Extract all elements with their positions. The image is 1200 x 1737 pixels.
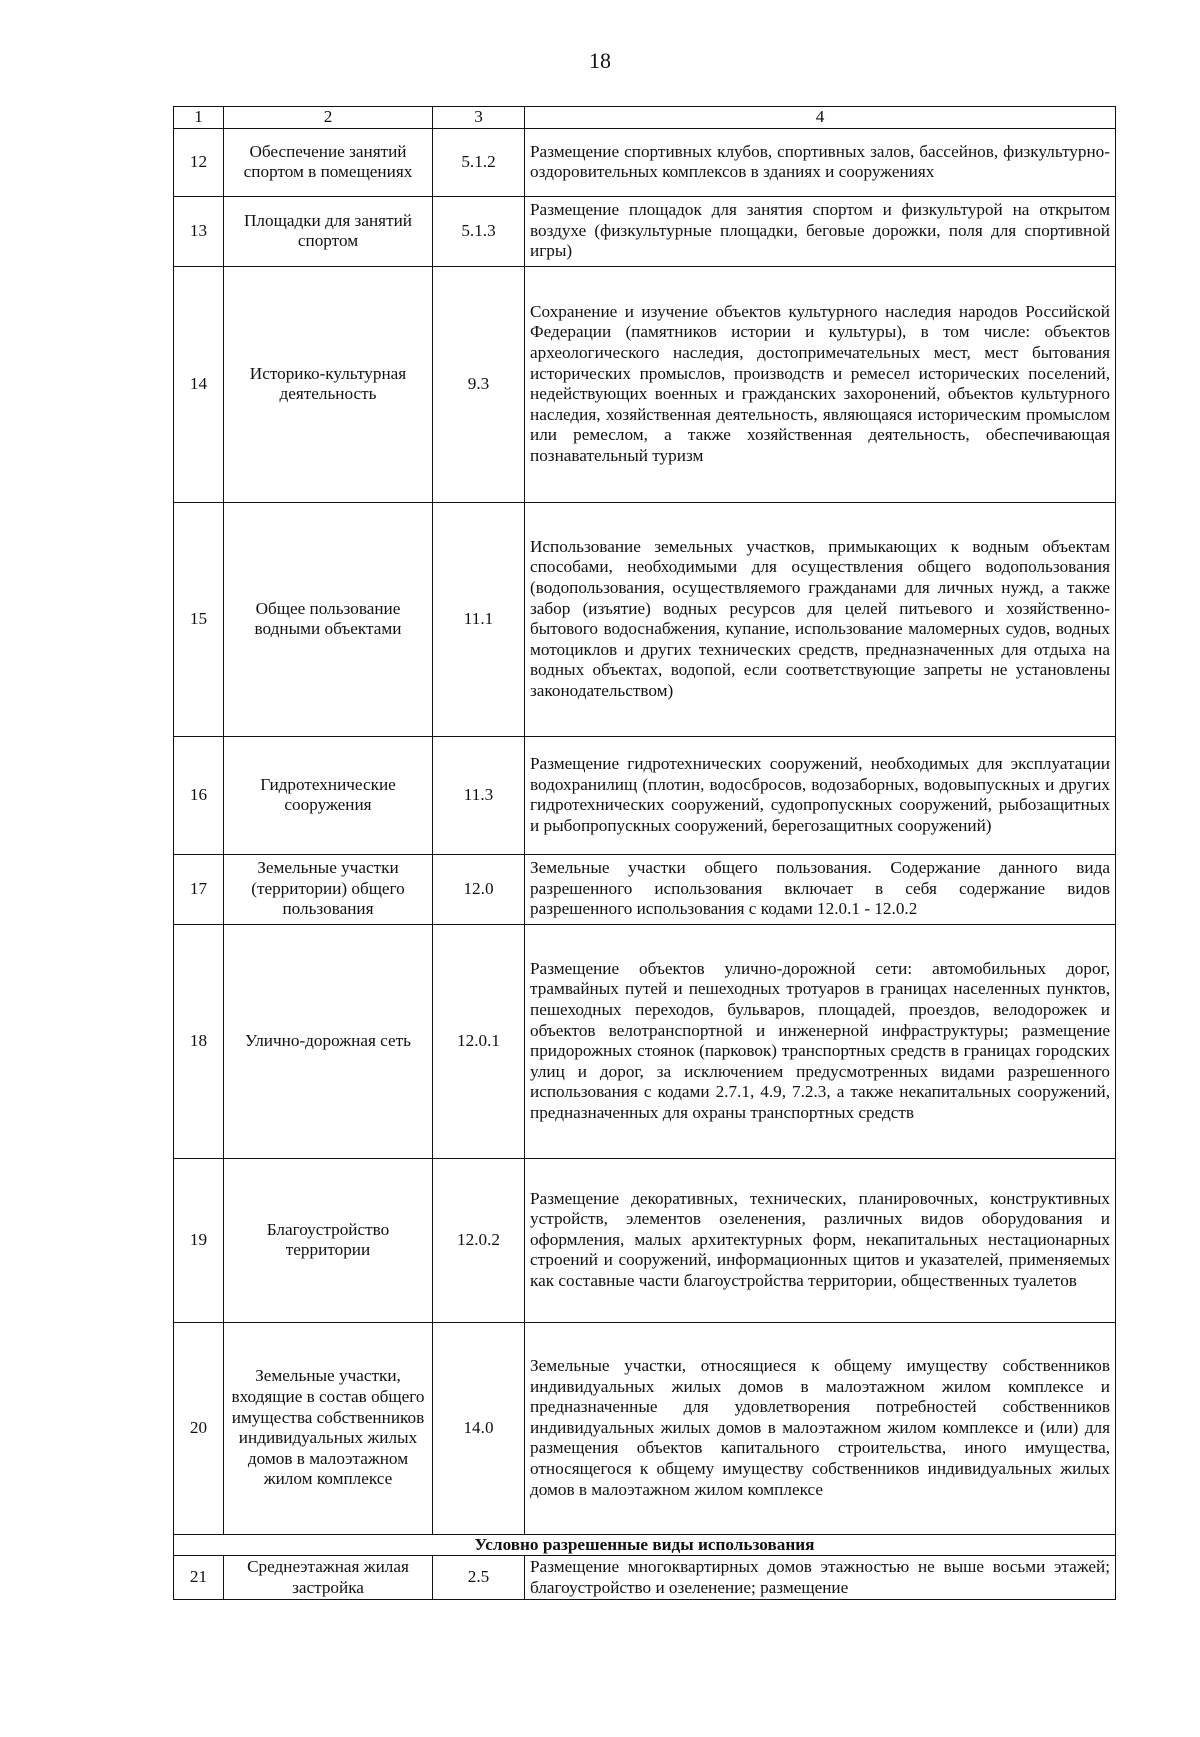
use-type-code: 12.0.2 <box>433 1158 525 1322</box>
table-row <box>174 1158 1116 1322</box>
table-row <box>174 128 1116 196</box>
section-row <box>174 1534 1116 1556</box>
use-type-name: Гидротехнические сооружения <box>224 736 433 854</box>
header-cell: 4 <box>525 107 1116 129</box>
use-type-name: Земельные участки (территории) общего пользования <box>224 854 433 924</box>
use-type-description: Сохранение и изучение объектов культурного наследия народов Российской Федерации (памятников истории и культуры), в том числе: объектов археологического наследия, достопримечательных мест, мест бытования исторических промыслов, производств и ремесел исторических поселений, недействующих военных и гражданских захоронений, объектов культурного наследия, хозяйственная деятельность, являющаяся историческим промыслом или ремеслом, а также хозяйственная деятельность, обеспечивающая познавательный туризм <box>525 266 1116 502</box>
row-number: 14 <box>174 266 224 502</box>
use-type-code: 5.1.3 <box>433 196 525 266</box>
table-row <box>174 502 1116 736</box>
use-type-code: 5.1.2 <box>433 128 525 196</box>
row-number: 13 <box>174 196 224 266</box>
header-cell: 3 <box>433 107 525 129</box>
table-row <box>174 1556 1116 1600</box>
use-type-code: 12.0.1 <box>433 924 525 1158</box>
row-number: 12 <box>174 128 224 196</box>
use-type-code: 11.1 <box>433 502 525 736</box>
row-number: 15 <box>174 502 224 736</box>
header-cell: 2 <box>224 107 433 129</box>
use-type-description: Земельные участки, относящиеся к общему имуществу собственников индивидуальных жилых домов в малоэтажном жилом комплексе и предназначенные для удовлетворения потребностей собственников индивидуальных жилых домов в малоэтажном жилом комплексе и (или) для размещения объектов капитального строительства, иного имущества, относящегося к общему имуществу собственников индивидуальных жилых домов в малоэтажном жилом комплексе <box>525 1322 1116 1534</box>
use-type-code: 12.0 <box>433 854 525 924</box>
use-type-name: Улично-дорожная сеть <box>224 924 433 1158</box>
use-type-name: Площадки для занятий спортом <box>224 196 433 266</box>
land-use-table <box>173 106 1116 1600</box>
use-type-name: Обеспечение занятий спортом в помещениях <box>224 128 433 196</box>
use-type-name: Среднеэтажная жилая застройка <box>224 1556 433 1600</box>
section-title: Условно разрешенные виды использования <box>174 1534 1116 1556</box>
use-type-code: 11.3 <box>433 736 525 854</box>
table-row <box>174 736 1116 854</box>
use-type-name: Земельные участки, входящие в состав общего имущества собственников индивидуальных жилых домов в малоэтажном жилом комплексе <box>224 1322 433 1534</box>
use-type-name: Общее пользование водными объектами <box>224 502 433 736</box>
use-type-description: Размещение многоквартирных домов этажностью не выше восьми этажей; благоустройство и озеленение; размещение <box>525 1556 1116 1600</box>
row-number: 16 <box>174 736 224 854</box>
row-number: 17 <box>174 854 224 924</box>
table-row <box>174 266 1116 502</box>
table-header-row <box>174 107 1116 129</box>
use-type-description: Земельные участки общего пользования. Содержание данного вида разрешенного использования включает в себя содержание видов разрешенного использования с кодами 12.0.1 - 12.0.2 <box>525 854 1116 924</box>
use-type-description: Размещение декоративных, технических, планировочных, конструктивных устройств, элементов озеленения, различных видов оборудования и оформления, малых архитектурных форм, некапитальных нестационарных строений и сооружений, информационных щитов и указателей, применяемых как составные части благоустройства территории, общественных туалетов <box>525 1158 1116 1322</box>
table-row <box>174 854 1116 924</box>
use-type-name: Историко-культурная деятельность <box>224 266 433 502</box>
row-number: 19 <box>174 1158 224 1322</box>
use-type-description: Размещение площадок для занятия спортом и физкультурой на открытом воздухе (физкультурные площадки, беговые дорожки, поля для спортивной игры) <box>525 196 1116 266</box>
use-type-code: 14.0 <box>433 1322 525 1534</box>
page-number: 18 <box>589 48 611 73</box>
use-type-description: Размещение спортивных клубов, спортивных залов, бассейнов, физкультурно-оздоровительных комплексов в зданиях и сооружениях <box>525 128 1116 196</box>
header-cell: 1 <box>174 107 224 129</box>
table-row <box>174 924 1116 1158</box>
table-row <box>174 1322 1116 1534</box>
use-type-code: 9.3 <box>433 266 525 502</box>
row-number: 21 <box>174 1556 224 1600</box>
row-number: 20 <box>174 1322 224 1534</box>
use-type-description: Размещение объектов улично-дорожной сети: автомобильных дорог, трамвайных путей и пешеходных тротуаров в границах населенных пунктов, пешеходных переходов, бульваров, площадей, проездов, велодорожек и объектов велотранспортной и инженерной инфраструктуры; размещение придорожных стоянок (парковок) транспортных средств в границах городских улиц и дорог, за исключением предусмотренных видами разрешенного использования с кодами 2.7.1, 4.9, 7.2.3, а также некапитальных сооружений, предназначенных для охраны транспортных средств <box>525 924 1116 1158</box>
use-type-description: Использование земельных участков, примыкающих к водным объектам способами, необходимыми для осуществления общего водопользования (водопользования, осуществляемого гражданами для личных нужд, а также забор (изъятие) водных ресурсов для целей питьевого и хозяйственно-бытового водоснабжения, купание, использование маломерных судов, водных мотоциклов и других технических средств, предназначенных для отдыха на водных объектах, водопой, если соответствующие запреты не установлены законодательством) <box>525 502 1116 736</box>
use-type-code: 2.5 <box>433 1556 525 1600</box>
row-number: 18 <box>174 924 224 1158</box>
use-type-name: Благоустройство территории <box>224 1158 433 1322</box>
table-row <box>174 196 1116 266</box>
use-type-description: Размещение гидротехнических сооружений, необходимых для эксплуатации водохранилищ (плотин, водосбросов, водозаборных, водовыпускных и других гидротехнических сооружений, судопропускных сооружений, рыбозащитных и рыбопропускных сооружений, берегозащитных сооружений) <box>525 736 1116 854</box>
